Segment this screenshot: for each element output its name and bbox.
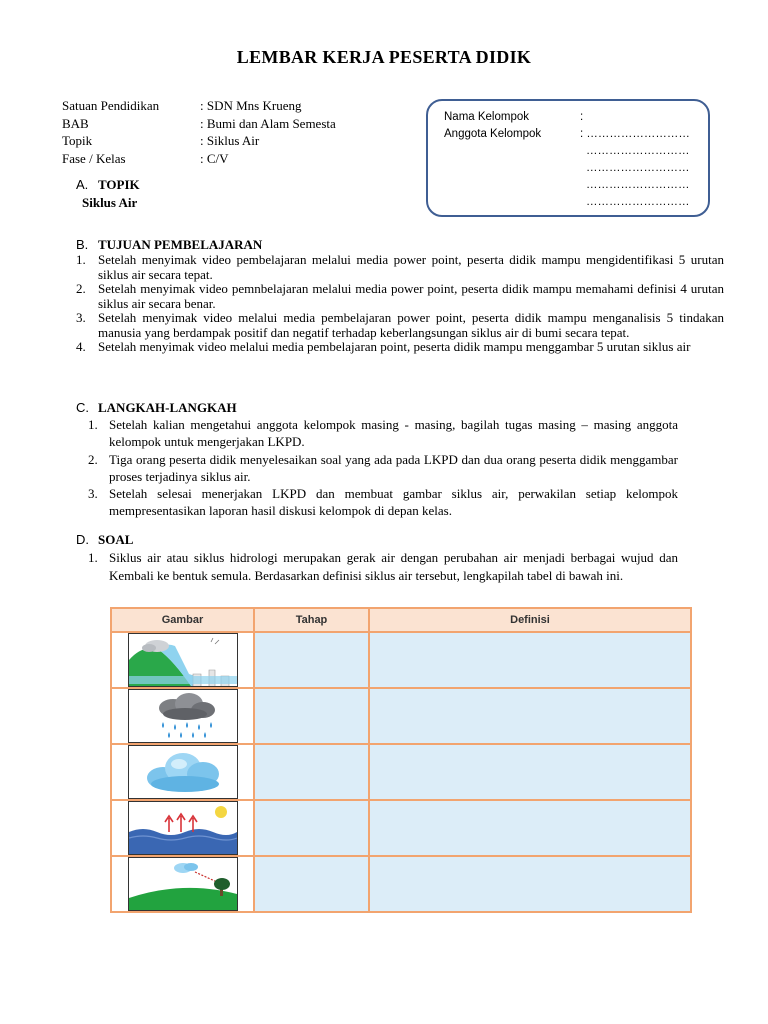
identity-value: : Siklus Air — [200, 133, 260, 148]
list-item — [88, 485, 678, 519]
tahap-answer-cell[interactable] — [254, 800, 369, 856]
identity-value: : SDN Mns Krueng — [200, 98, 302, 113]
group-info-box — [426, 99, 710, 217]
group-member-line: ……………………… — [586, 196, 690, 208]
item-number: 1. — [76, 252, 86, 267]
identity-label: Satuan Pendidikan — [62, 98, 160, 113]
image-cell — [111, 688, 254, 744]
group-name-label: Nama Kelompok — [444, 111, 530, 123]
section-title: LANGKAH-LANGKAH — [98, 400, 237, 415]
item-text: Setelah menyimak video melalui media pembelajaran power point, peserta didik mampu menganalisis 5 tindakan manusia yang berdampak positif dan negatif terhadap keberlangsungan siklus air di bumi secara tepat. — [98, 310, 724, 340]
identity-block — [62, 97, 336, 167]
section-title: SOAL — [98, 532, 134, 547]
table-row — [111, 688, 691, 744]
definisi-answer-cell[interactable] — [369, 632, 691, 688]
sea-evaporation-picture — [128, 801, 238, 855]
water-cycle-table — [110, 607, 692, 913]
image-cell — [111, 800, 254, 856]
section-a-heading — [76, 177, 140, 193]
list-item — [88, 549, 678, 584]
section-letter: C. — [76, 400, 89, 415]
image-cell — [111, 632, 254, 688]
item-number: 3. — [88, 486, 98, 501]
section-d-heading — [76, 532, 133, 548]
group-member-line: ……………………… — [586, 179, 690, 191]
item-text: Setelah menyimak video melalui media pembelajaran point, peserta didik mampu menggambar 5 urutan siklus air — [98, 339, 691, 354]
item-number: 2. — [88, 451, 98, 467]
list-item — [76, 282, 724, 311]
section-letter: A. — [76, 177, 89, 192]
group-members-row — [444, 128, 690, 140]
item-text: Setelah selesai menerjakan LKPD dan membuat gambar siklus air, perwakilan setiap kelompok mempresentasikan laporan hasil diskusi kelompok di depan kelas. — [109, 486, 678, 518]
group-member-line: ……………………… — [586, 145, 690, 157]
definisi-answer-cell[interactable] — [369, 688, 691, 744]
item-number: 1. — [88, 417, 98, 432]
tahap-answer-cell[interactable] — [254, 632, 369, 688]
definisi-answer-cell[interactable] — [369, 856, 691, 912]
identity-label: Fase / Kelas — [62, 150, 126, 166]
list-item — [76, 253, 724, 282]
rain-cloud-picture — [128, 689, 238, 743]
list-item — [76, 340, 724, 355]
identity-row — [62, 132, 336, 150]
identity-value: : C/V — [200, 150, 229, 166]
table-header-row — [111, 608, 691, 632]
section-title: TOPIK — [98, 177, 140, 192]
image-cell — [111, 856, 254, 912]
item-number: 2. — [76, 281, 86, 296]
section-letter: D. — [76, 532, 89, 547]
column-header-tahap: Tahap — [254, 608, 369, 632]
list-item — [88, 451, 678, 485]
section-letter: B. — [76, 237, 89, 252]
definisi-answer-cell[interactable] — [369, 744, 691, 800]
identity-row — [62, 115, 336, 133]
column-header-definisi: Definisi — [369, 608, 691, 632]
page-title: LEMBAR KERJA PESERTA DIDIK — [236, 47, 532, 67]
group-members-label: Anggota Kelompok — [444, 128, 542, 140]
item-text: Setelah kalian mengetahui anggota kelompok masing - masing, bagilah tugas masing – masing anggota kelompok untuk mengerjakan LKPD. — [109, 417, 678, 449]
table-row — [111, 744, 691, 800]
item-text: Setelah menyimak video pembelajaran melalui media power point, peserta didik mampu mengidentifikasi 5 urutan siklus air secara tepat. — [98, 252, 724, 282]
list-item — [76, 311, 724, 340]
cloud-picture — [128, 745, 238, 799]
section-b-heading — [76, 237, 262, 253]
tahap-answer-cell[interactable] — [254, 688, 369, 744]
identity-row — [62, 150, 336, 168]
identity-label: BAB — [62, 115, 89, 131]
table-row — [111, 856, 691, 912]
topic-content: Siklus Air — [82, 195, 138, 210]
cloud-tree-infiltration-picture — [128, 857, 238, 911]
tahap-answer-cell[interactable] — [254, 744, 369, 800]
column-header-gambar: Gambar — [111, 608, 254, 632]
section-title: TUJUAN PEMBELAJARAN — [98, 237, 263, 252]
list-item — [88, 416, 678, 450]
learning-goals-list — [76, 253, 724, 355]
section-c-heading — [76, 400, 237, 416]
steps-list — [88, 416, 678, 520]
identity-row — [62, 97, 336, 115]
item-text: Tiga orang peserta didik menyelesaikan soal yang ada pada LKPD dan dua orang peserta didik menggambar proses terjadinya siklus air. — [109, 451, 678, 484]
group-name-value: : — [580, 111, 584, 123]
mountain-condensation-picture — [128, 633, 238, 687]
item-text: Setelah menyimak video pemnbelajaran melalui media power point, peserta didik mampu memahami definisi 4 urutan siklus air secara benar. — [98, 281, 724, 311]
group-members-value: : ……………………… — [580, 128, 690, 140]
table-row — [111, 632, 691, 688]
group-name-row — [444, 111, 583, 123]
table-row — [111, 800, 691, 856]
definisi-answer-cell[interactable] — [369, 800, 691, 856]
image-cell — [111, 744, 254, 800]
item-number: 4. — [76, 339, 86, 354]
group-member-line: ……………………… — [586, 162, 690, 174]
questions-list — [88, 549, 678, 584]
tahap-answer-cell[interactable] — [254, 856, 369, 912]
item-text: Siklus air atau siklus hidrologi merupakan gerak air dengan perubahan air menjadi berbagai wujud dan Kembali ke bentuk semula. Berdasarkan definisi siklus air tersebut, lengkapilah tabel di bawah ini. — [109, 550, 678, 583]
item-number: 3. — [76, 310, 86, 325]
identity-value: : Bumi dan Alam Semesta — [200, 115, 336, 131]
identity-label: Topik — [62, 133, 93, 148]
item-number: 1. — [88, 550, 98, 565]
